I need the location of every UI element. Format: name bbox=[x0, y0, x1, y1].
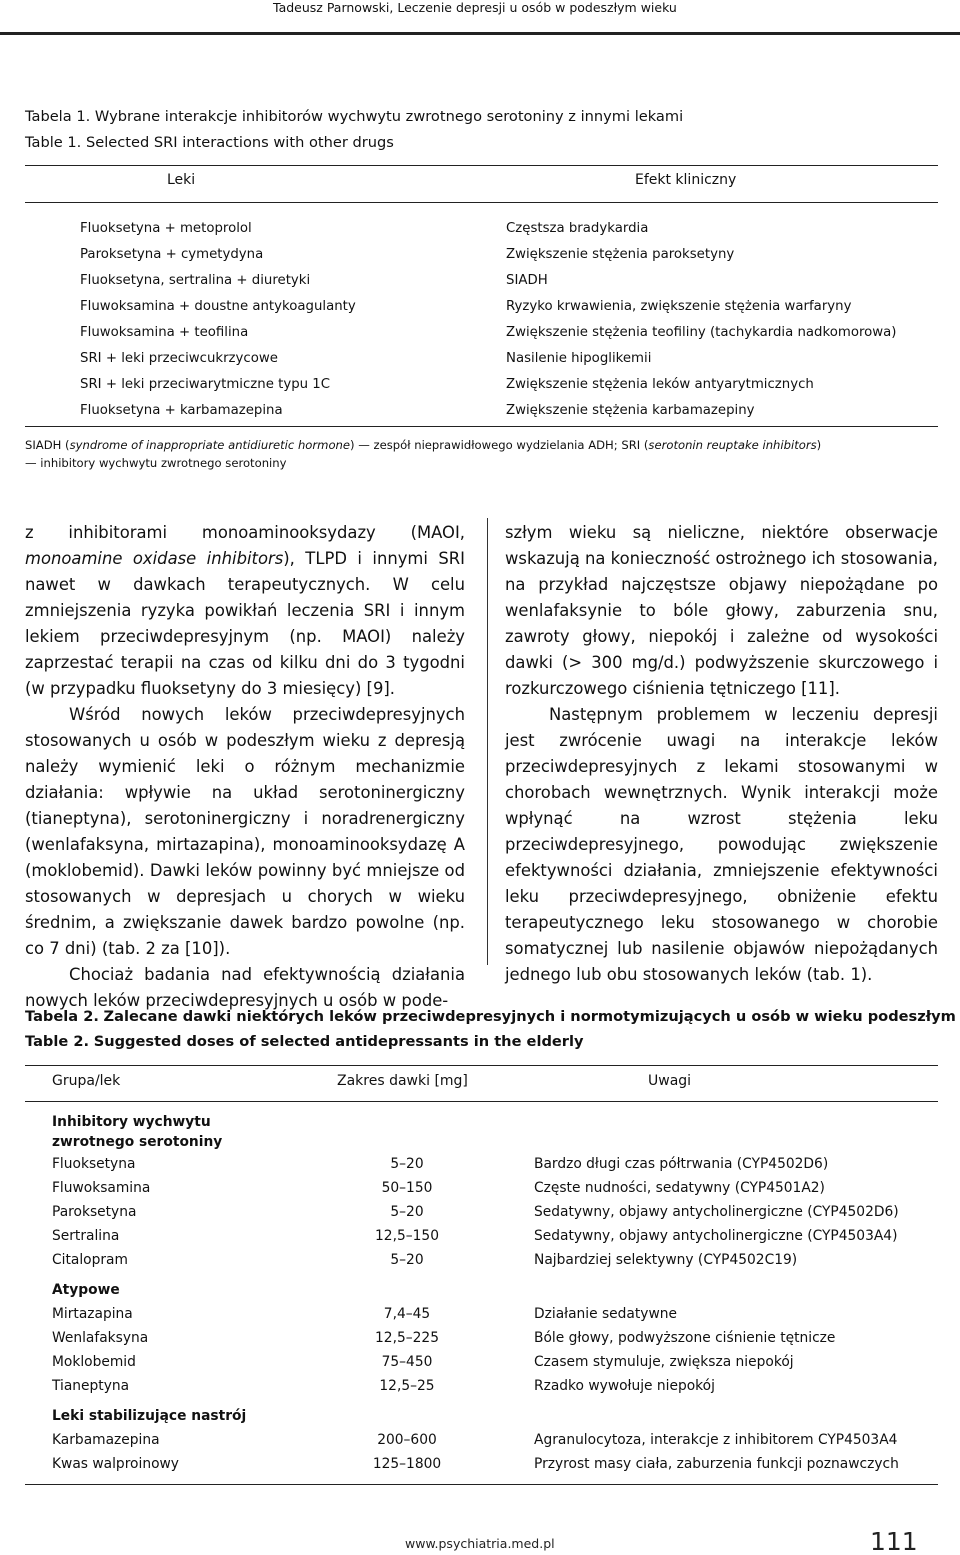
paragraph: Następnym problemem w leczeniu depresji jest zwrócenie uwagi na interakcje leków przeciwdepresyjnych z lekami stosowanymi w chorobach wewnętrznych. Wynik interakcji może wpłynąć na wzrost stężenia leku przeciwdepresyjnego, powodując zwiększenie efektywności działania, zmniejszenie efektywności leku przeciwdepresyjnego, obniżenie efektu terapeutycznego leku stosowanego w chorobie somatycznej lub nasilenie objawów niepożądanych jednego lub obu stosowanych leków (tab. 1). bbox=[505, 705, 938, 984]
table1-title-pl: Wybrane interakcje inhibitorów wychwytu zwrotnego serotoniny z innymi lekami bbox=[94, 108, 684, 125]
table1-label-en: Table 1. bbox=[25, 134, 82, 151]
table-cell: Działanie sedatywne bbox=[534, 1306, 677, 1322]
table2-label-pl: Tabela 2. bbox=[25, 1008, 99, 1025]
table1-caption-pl bbox=[25, 104, 683, 129]
table-cell: Czasem stymuluje, zwiększa niepokój bbox=[534, 1354, 794, 1370]
table-row bbox=[52, 1326, 932, 1350]
paragraph: szłym wieku są nieliczne, niektóre obserwacje wskazują na konieczność ostrożnego ich stosowania, na przykład najczęstsze objawy niepożądane po wenlafaksynie to bóle głowy, zaburzenia snu, zawroty głowy, niepokój i zależne od wysokości dawki (> 300 mg/d.) podwyższenie skurczowego i rozkurczowego ciśnienia tętniczego [11]. bbox=[505, 523, 938, 698]
table-row bbox=[52, 1374, 932, 1398]
group-label: Leki stabilizujące nastrój bbox=[52, 1408, 247, 1424]
table2-label-en: Table 2. bbox=[25, 1033, 90, 1050]
table-cell: Fluwoksamina bbox=[52, 1180, 151, 1196]
table1-header-rule bbox=[25, 202, 938, 203]
table2-group-mood-stabilizers bbox=[52, 1406, 932, 1430]
table-cell: Zwiększenie stężenia teofiliny (tachykardia nadkomorowa) bbox=[506, 325, 897, 340]
table-cell: Sertralina bbox=[52, 1228, 120, 1244]
group-label: Inhibitory wychwytu bbox=[52, 1114, 211, 1130]
table-cell: Częstsza bradykardia bbox=[506, 221, 649, 236]
table-row bbox=[52, 1152, 932, 1176]
column-divider bbox=[487, 518, 488, 965]
table-cell: 5–20 bbox=[390, 1204, 424, 1220]
table-cell: Kwas walproinowy bbox=[52, 1456, 179, 1472]
table1-header-effect: Efekt kliniczny bbox=[635, 172, 737, 188]
table-cell: 200–600 bbox=[377, 1432, 437, 1448]
paragraph-text: z inhibitorami monoaminooksydazy (MAOI, bbox=[25, 523, 465, 542]
header-rule bbox=[0, 32, 960, 35]
table2-group-atypical bbox=[52, 1280, 932, 1304]
table-cell: SRI + leki przeciwcukrzycowe bbox=[80, 351, 278, 366]
paragraph-text: ), TLPD i innymi SRI nawet w dawkach terapeutycznych. W celu zmniejszenia ryzyka powikłań leczenia SRI i innym lekiem przeciwdepresyjnym (np. MAOI) należy zaprzestać terapii na czas od kilku dni do 3 tygodni (w przypadku fluoksetyny do 3 miesięcy) [9]. bbox=[25, 549, 466, 698]
table-cell: 12,5–150 bbox=[375, 1228, 439, 1244]
table-cell: Najbardziej selektywny (CYP4502C19) bbox=[534, 1252, 798, 1268]
table-cell: 7,4–45 bbox=[383, 1306, 431, 1322]
table-cell: Moklobemid bbox=[52, 1354, 136, 1370]
table-cell: Zwiększenie stężenia paroksetyny bbox=[506, 247, 735, 262]
table1-footnote bbox=[25, 436, 940, 472]
paragraph: Wśród nowych leków przeciwdepresyjnych stosowanych u osób w podeszłym wieku z depresją należy wymienić leki o różnym mechanizmie działania: wpływie na układ serotoninergiczny (tianeptyna), serotoninergiczny i noradrenergiczny (wenlafaksyna, mirtazapina), monoaminooksydazę A (moklobemid). Dawki leków powinny być mniejsze od stosowanych w depresjach u chorych w wieku średnim, a zwiększanie dawek bardzo powolne (np. co 7 dni) (tab. 2 za [10]). bbox=[25, 705, 465, 958]
table-cell: Częste nudności, sedatywny (CYP4501A2) bbox=[534, 1180, 825, 1196]
table-row bbox=[52, 1176, 932, 1200]
table-cell: Fluoksetyna + karbamazepina bbox=[80, 403, 283, 418]
paragraph: Chociaż badania nad efektywnością działania nowych leków przeciwdepresyjnych u osób w pode- bbox=[25, 965, 465, 1010]
table-cell: Citalopram bbox=[52, 1252, 128, 1268]
table1-top-rule bbox=[25, 165, 938, 166]
table-row bbox=[52, 1248, 932, 1272]
group-label: Atypowe bbox=[52, 1282, 120, 1298]
table-cell: Nasilenie hipoglikemii bbox=[506, 351, 652, 366]
footer-url: www.psychiatria.med.pl bbox=[405, 1536, 555, 1551]
table-row bbox=[52, 1452, 932, 1476]
table-cell: Przyrost masy ciała, zaburzenia funkcji poznawczych bbox=[534, 1456, 899, 1472]
table2-title-en: Suggested doses of selected antidepressants in the elderly bbox=[93, 1033, 584, 1050]
body-column-right bbox=[505, 520, 938, 988]
table-cell: 125–1800 bbox=[372, 1456, 442, 1472]
table-cell: 5–20 bbox=[390, 1252, 424, 1268]
table1-bottom-rule bbox=[25, 426, 938, 427]
table-cell: Rzadko wywołuje niepokój bbox=[534, 1378, 715, 1394]
table1-label-pl: Tabela 1. bbox=[25, 108, 91, 125]
table-cell: Fluoksetyna, sertralina + diuretyki bbox=[80, 273, 311, 288]
table-cell: Fluwoksamina + doustne antykoagulanty bbox=[80, 299, 356, 314]
table-cell: Fluoksetyna bbox=[52, 1156, 136, 1172]
table2-header-notes: Uwagi bbox=[648, 1073, 692, 1089]
table-cell: Bóle głowy, podwyższone ciśnienie tętnicze bbox=[534, 1330, 836, 1346]
table-cell: 12,5–225 bbox=[375, 1330, 439, 1346]
table-row bbox=[52, 1428, 932, 1452]
table2-title-pl: Zalecane dawki niektórych leków przeciwdepresyjnych i normotymizujących u osób w wieku podeszłym bbox=[103, 1008, 956, 1025]
table2-bottom-rule bbox=[25, 1484, 938, 1485]
table-cell: Fluoksetyna + metoprolol bbox=[80, 221, 252, 236]
table-cell: 50–150 bbox=[381, 1180, 433, 1196]
table-cell: Zwiększenie stężenia leków antyarytmicznych bbox=[506, 377, 814, 392]
table1-caption-en bbox=[25, 130, 394, 155]
table-cell: Sedatywny, objawy antycholinergiczne (CYP4502D6) bbox=[534, 1204, 899, 1220]
table-cell: Agranulocytoza, interakcje z inhibitorem CYP4503A4 bbox=[534, 1432, 898, 1448]
body-column-left bbox=[25, 520, 465, 1014]
footnote-text: ) bbox=[816, 438, 822, 452]
table-cell: SRI + leki przeciwarytmiczne typu 1C bbox=[80, 377, 331, 392]
footnote-italic: serotonin reuptake inhibitors bbox=[648, 438, 817, 452]
footnote-text: SIADH ( bbox=[25, 438, 70, 452]
table-row bbox=[52, 1224, 932, 1248]
table-row bbox=[52, 1350, 932, 1374]
table-cell: Zwiększenie stężenia karbamazepiny bbox=[506, 403, 755, 418]
table-row bbox=[52, 1200, 932, 1224]
table-cell: Mirtazapina bbox=[52, 1306, 133, 1322]
table-cell: 75–450 bbox=[381, 1354, 433, 1370]
table-cell: Fluwoksamina + teofilina bbox=[80, 325, 249, 340]
table2-caption-pl bbox=[25, 1004, 956, 1029]
table-cell: 5–20 bbox=[390, 1156, 424, 1172]
footnote-text: ) — zespół nieprawidłowego wydzielania ADH; SRI ( bbox=[350, 438, 649, 452]
table2-header-rule bbox=[25, 1101, 938, 1102]
table1-header-drugs: Leki bbox=[167, 172, 196, 188]
table-cell: Bardzo długi czas półtrwania (CYP4502D6) bbox=[534, 1156, 829, 1172]
table-cell: Wenlafaksyna bbox=[52, 1330, 149, 1346]
table-cell: Sedatywny, objawy antycholinergiczne (CYP4503A4) bbox=[534, 1228, 898, 1244]
table-cell: Karbamazepina bbox=[52, 1432, 160, 1448]
footnote-italic: syndrome of inappropriate antidiuretic hormone bbox=[69, 438, 351, 452]
table-cell: Ryzyko krwawienia, zwiększenie stężenia warfaryny bbox=[506, 299, 852, 314]
table-cell: Tianeptyna bbox=[52, 1378, 130, 1394]
page-number: 111 bbox=[870, 1527, 918, 1555]
table-cell: SIADH bbox=[506, 273, 548, 288]
table2-header-group: Grupa/lek bbox=[52, 1073, 121, 1089]
table2-header-dose: Zakres dawki [mg] bbox=[337, 1073, 468, 1089]
paragraph-italic: monoamine oxidase inhibitors bbox=[25, 549, 284, 568]
running-header: Tadeusz Parnowski, Leczenie depresji u osób w podeszłym wieku bbox=[273, 0, 677, 15]
table1-title-en: Selected SRI interactions with other drugs bbox=[85, 134, 394, 151]
table2-caption-en bbox=[25, 1029, 584, 1054]
table1-effect-column bbox=[506, 216, 896, 424]
table1-drugs-column bbox=[80, 216, 356, 424]
paragraph bbox=[25, 520, 465, 702]
table-row bbox=[52, 1302, 932, 1326]
table-cell: Paroksetyna bbox=[52, 1204, 137, 1220]
table-cell: 12,5–25 bbox=[379, 1378, 435, 1394]
group-label: zwrotnego serotoniny bbox=[52, 1134, 223, 1150]
table2-top-rule bbox=[25, 1065, 938, 1066]
table-cell: Paroksetyna + cymetydyna bbox=[80, 247, 264, 262]
footnote-text: — inhibitory wychwytu zwrotnego serotoniny bbox=[25, 456, 287, 470]
